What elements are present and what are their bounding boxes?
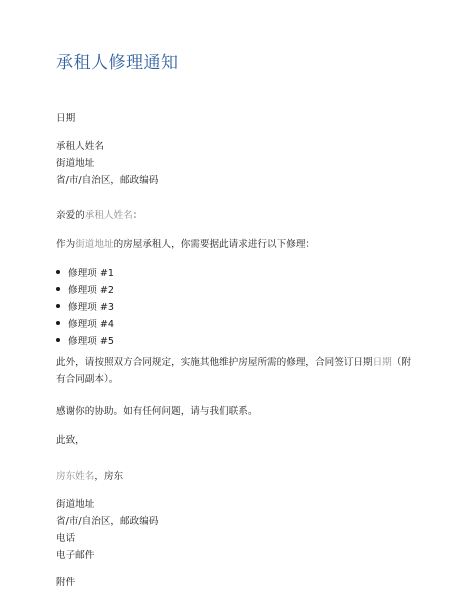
- repair-item-label: 修理项 #4: [68, 319, 114, 330]
- sender-email: 电子邮件: [56, 550, 95, 561]
- bullet-icon: [56, 270, 60, 274]
- date-field: 日期: [56, 113, 76, 124]
- recipient-street: 街道地址: [56, 158, 95, 169]
- page-title: 承租人修理通知: [56, 53, 179, 73]
- sender-signature: [56, 470, 123, 483]
- sender-street: 街道地址: [56, 499, 95, 510]
- list-item: [56, 335, 114, 348]
- maintenance-paragraph: [56, 354, 412, 388]
- repair-item-label: 修理项 #5: [68, 336, 114, 347]
- bullet-icon: [56, 287, 60, 291]
- bullet-icon: [56, 321, 60, 325]
- bullet-icon: [56, 304, 60, 308]
- sender-phone: 电话: [56, 533, 76, 544]
- list-item: [56, 318, 114, 331]
- repair-item-label: 修理项 #3: [68, 302, 114, 313]
- salutation-prefix: 亲爱的: [56, 210, 85, 221]
- paragraph-prefix: 此外，请按照双方合同规定，实施其他维护房屋所需的修理，合同签订日期: [56, 357, 373, 368]
- list-item: [56, 301, 114, 314]
- sender-name: 房东姓名: [56, 471, 95, 482]
- thanks-line: 感谢你的协助。如有任何问题，请与我们联系。: [56, 406, 258, 417]
- sender-region: 省/市/自治区，邮政编码: [56, 516, 159, 527]
- list-item: [56, 284, 114, 297]
- paragraph-suffix: （附有合同副本）。: [56, 357, 411, 385]
- attachment-label: 附件: [56, 577, 76, 588]
- intro-prefix: 作为: [56, 239, 76, 250]
- intro-suffix: 的房屋承租人，你需要据此请求进行以下修理：: [113, 239, 316, 250]
- bullet-icon: [56, 338, 60, 342]
- salutation: [56, 209, 142, 222]
- recipient-name: 承租人姓名: [56, 141, 104, 152]
- paragraph-date: 日期: [372, 357, 392, 368]
- intro-address: 街道地址: [75, 239, 114, 250]
- repair-item-label: 修理项 #2: [68, 285, 114, 296]
- salutation-name: 承租人姓名: [84, 210, 133, 221]
- intro-line: [56, 238, 315, 251]
- salutation-suffix: ：: [132, 210, 143, 221]
- closing-line: 此致，: [56, 435, 85, 446]
- recipient-region: 省/市/自治区，邮政编码: [56, 175, 159, 186]
- sender-role: ，房东: [94, 471, 124, 482]
- list-item: [56, 267, 114, 280]
- repair-item-label: 修理项 #1: [68, 268, 114, 279]
